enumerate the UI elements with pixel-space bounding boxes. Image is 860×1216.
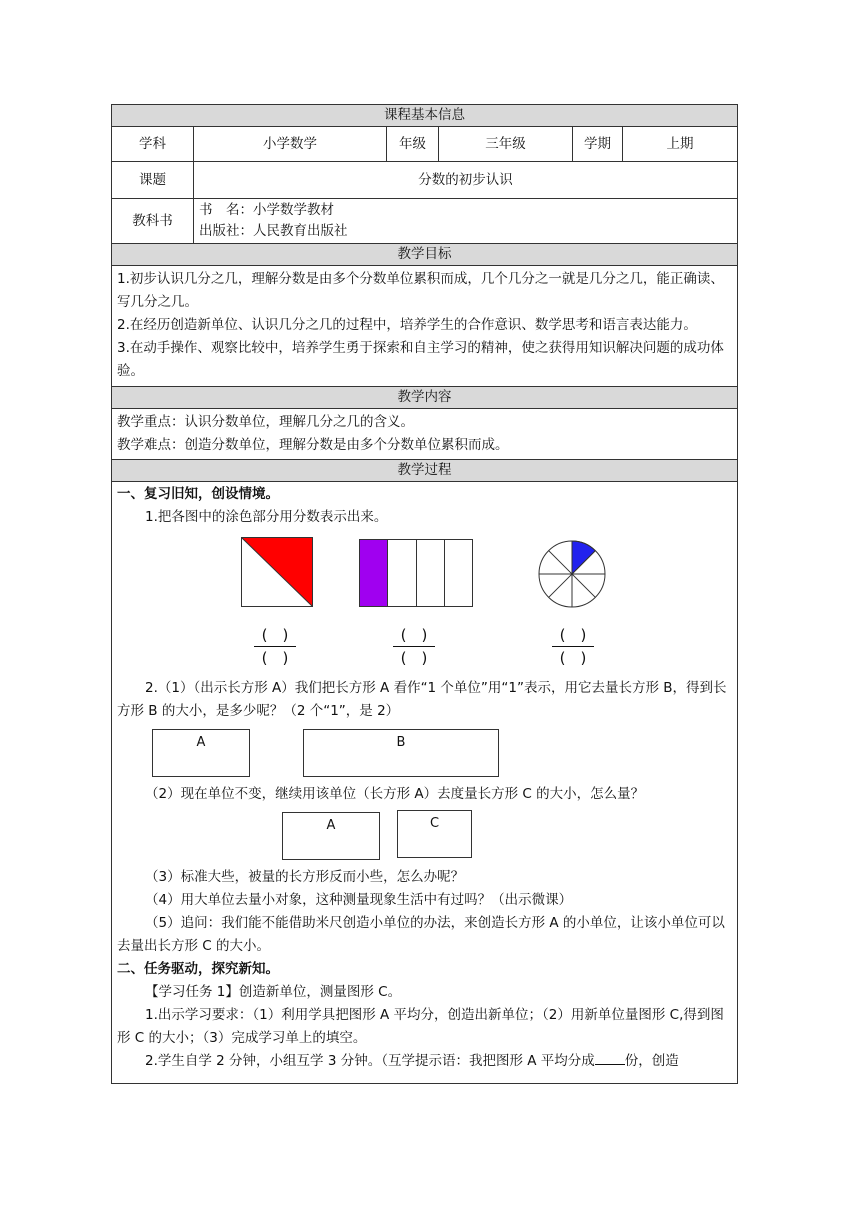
rectangle-a: A	[152, 729, 250, 777]
objectives-cell	[112, 266, 738, 387]
strip-part	[388, 540, 416, 606]
strip-part	[417, 540, 445, 606]
fraction-denominator: ( )	[559, 649, 587, 667]
fraction-numerator: ( )	[400, 626, 428, 644]
review-item-1: 1.把各图中的涂色部分用分数表示出来。	[145, 509, 388, 525]
bar-strip-figure	[359, 539, 473, 607]
task1-item-2-text: 2.学生自学 2 分钟，小组互学 3 分钟。（互学提示语：我把图形 A 平均分成	[145, 1053, 595, 1069]
lesson-plan-table	[111, 104, 738, 1084]
rectangles-a-b	[117, 723, 732, 781]
triangle-square-figure	[241, 537, 313, 607]
review-item-2-5: （5）追问：我们能不能借助米尺创造小单位的办法，来创造长方形 A 的小单位，让该小单位可以去量出长方形 C 的大小。	[117, 915, 725, 954]
review-item-2-3: （3）标准大些，被量的长方形反而小些，怎么办呢？	[145, 869, 465, 885]
fraction-bar	[552, 646, 594, 647]
term-label: 学期	[573, 127, 623, 162]
rectangle-c: C	[397, 810, 472, 858]
fraction-numerator: ( )	[559, 626, 587, 644]
topic-value: 分数的初步认识	[194, 162, 738, 199]
key-point: 教学重点：认识分数单位，理解几分之几的含义。	[117, 414, 414, 430]
fraction-blank	[389, 625, 439, 668]
term-value: 上期	[623, 127, 738, 162]
section-objectives: 教学目标	[112, 244, 738, 266]
section-basic-info: 课程基本信息	[112, 105, 738, 127]
subject-value: 小学数学	[194, 127, 387, 162]
lesson-plan-page	[111, 104, 737, 1084]
fraction-blank	[250, 625, 300, 668]
book-name-line: 书 名：小学数学教材	[199, 202, 334, 218]
task1-item-2	[117, 1050, 732, 1073]
topic-label: 课题	[112, 162, 194, 199]
review-item-2: 2.（1）（出示长方形 A）我们把长方形 A 看作“1 个单位”用“1”表示，用它去量长方形 B，得到长方形 B 的大小，是多少呢？（2 个“1”，是 2）	[117, 680, 727, 719]
fill-in-blank	[595, 1050, 625, 1065]
task1-item-2-tail: 份，创造	[624, 1053, 679, 1069]
grade-label: 年级	[387, 127, 439, 162]
difficulty-point: 教学难点：创造分数单位，理解分数是由多个分数单位累积而成。	[117, 437, 509, 453]
fraction-numerator: ( )	[261, 626, 289, 644]
fraction-denominator: ( )	[261, 649, 289, 667]
rectangle-b: B	[303, 729, 499, 777]
grade-value: 三年级	[439, 127, 573, 162]
strip-part	[445, 540, 472, 606]
review-item-2-4: （4）用大单位去量小对象，这种测量现象生活中有过吗？（出示微课）	[145, 892, 573, 908]
review-item-2-2: （2）现在单位不变，继续用该单位（长方形 A）去度量长方形 C 的大小，怎么量？	[145, 786, 645, 802]
pie-circle-figure	[538, 540, 606, 608]
fraction-figures	[117, 529, 732, 677]
strip-part-shaded	[360, 540, 388, 606]
process-cell	[112, 482, 738, 1084]
section-content: 教学内容	[112, 387, 738, 409]
objective-item: 1.初步认识几分之几，理解分数是由多个分数单位累积而成，几个几分之一就是几分之几，能正确读、写几分之几。	[117, 271, 724, 310]
content-cell	[112, 409, 738, 460]
textbook-info	[194, 199, 738, 244]
part1-title: 一、复习旧知，创设情境。	[117, 486, 279, 502]
fraction-bar	[254, 646, 296, 647]
objective-item: 2.在经历创造新单位、认识几分之几的过程中，培养学生的合作意识、数学思考和语言表达能力。	[117, 317, 697, 333]
textbook-label: 教科书	[112, 199, 194, 244]
task1-heading: 【学习任务 1】创造新单位，测量图形 C。	[145, 984, 402, 1000]
section-process: 教学过程	[112, 460, 738, 482]
objective-item: 3.在动手操作、观察比较中，培养学生勇于探索和自主学习的精神，使之获得用知识解决问题的成功体验。	[117, 340, 724, 379]
pie-slice-shaded	[572, 541, 595, 574]
publisher-line: 出版社：人民教育出版社	[199, 223, 348, 239]
rectangles-a-c	[117, 806, 732, 866]
fraction-denominator: ( )	[400, 649, 428, 667]
subject-label: 学科	[112, 127, 194, 162]
rectangle-a: A	[282, 812, 380, 860]
fraction-blank	[548, 625, 598, 668]
part2-title: 二、任务驱动，探究新知。	[117, 961, 279, 977]
fraction-bar	[393, 646, 435, 647]
task1-item-1: 1.出示学习要求：（1）利用学具把图形 A 平均分，创造出新单位；（2）用新单位量图形 C,得到图形 C 的大小；（3）完成学习单上的填空。	[117, 1007, 724, 1046]
